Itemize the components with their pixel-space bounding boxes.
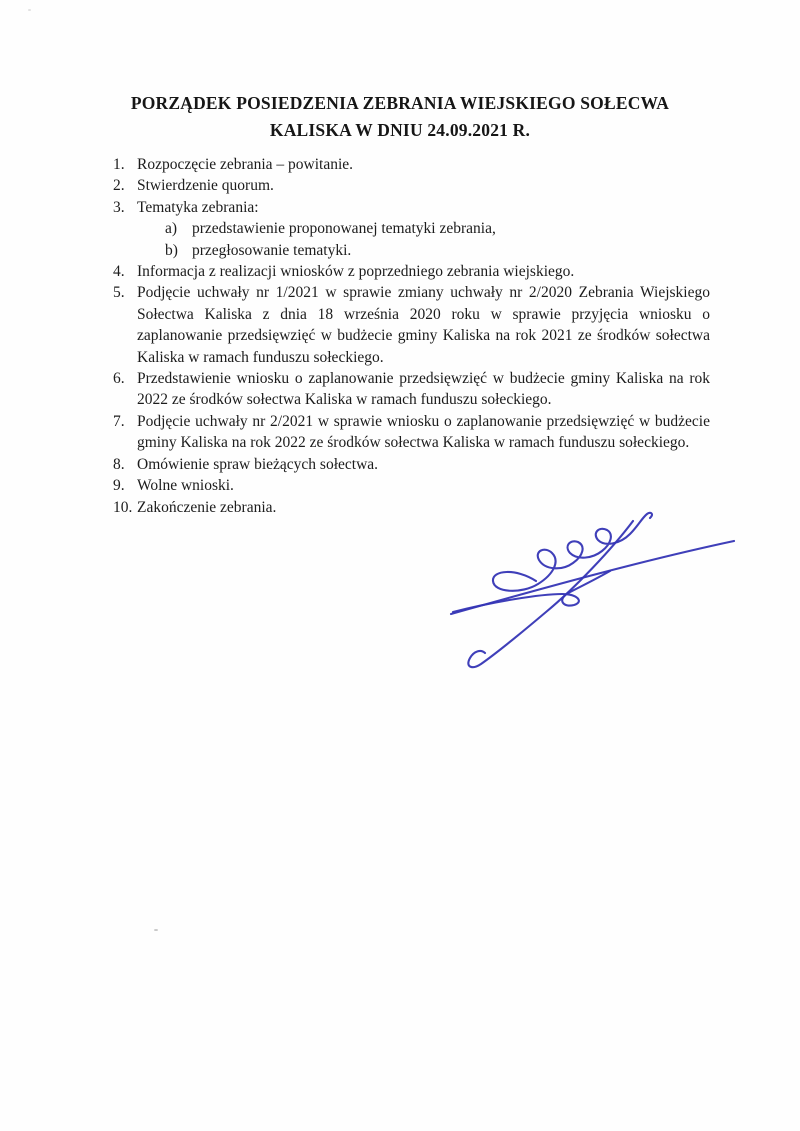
agenda-item-line [113, 282, 710, 368]
scan-speck [28, 9, 31, 11]
agenda-item-line [113, 154, 710, 175]
agenda-item [113, 454, 710, 475]
agenda-item [113, 368, 710, 411]
title-line-1: PORZĄDEK POSIEDZENIA ZEBRANIA WIEJSKIEGO SOŁECWA [130, 93, 670, 113]
agenda-item [113, 411, 710, 454]
agenda-item [113, 175, 710, 196]
agenda-item [113, 282, 710, 368]
agenda-item-text: Rozpoczęcie zebrania – powitanie. [137, 156, 354, 173]
agenda-item-number: 10. [113, 498, 133, 516]
agenda-list [113, 154, 710, 518]
agenda-item [113, 261, 710, 282]
agenda-item-text: Wolne wnioski. [137, 477, 234, 495]
agenda-item-line [113, 475, 710, 496]
agenda-item-line [113, 368, 710, 411]
agenda-item-text: Zakończenie zebrania. [137, 498, 277, 516]
agenda-item-number: 5. [113, 284, 125, 302]
agenda-item-line [113, 261, 710, 282]
agenda-subitem-letter: b) [165, 241, 178, 259]
agenda-item [113, 475, 710, 496]
agenda-item-number: 4. [113, 263, 125, 281]
agenda-subitem-text: przedstawienie proponowanej tematyki zebrania, [192, 220, 496, 238]
agenda-item-text: Podjęcie uchwały nr 2/2021 w sprawie wniosku o zaplanowanie przedsięwzięć w budżecie gminy Kaliska na rok 2022 ze środków sołectwa Kaliska w ramach funduszu sołeckiego. [137, 412, 710, 452]
title-line-2: KALISKA W DNIU 24.09.2021 R. [269, 120, 531, 140]
agenda-item-text: Stwierdzenie quorum. [137, 177, 274, 195]
agenda-item [113, 154, 710, 175]
agenda-sublist [165, 218, 710, 261]
agenda-item-line [113, 175, 710, 196]
agenda-item-line [113, 411, 710, 454]
agenda-item-text: Informacja z realizacji wniosków z poprzedniego zebrania wiejskiego. [137, 263, 575, 281]
agenda-item-number: 7. [113, 412, 125, 430]
agenda-item-text: Tematyka zebrania: [137, 198, 259, 216]
scan-speck [154, 929, 158, 931]
agenda-item-number: 8. [113, 455, 125, 473]
agenda-item-number: 6. [113, 370, 125, 388]
signature-stroke [493, 513, 652, 591]
document-title [0, 90, 800, 144]
agenda-item-text: Podjęcie uchwały nr 1/2021 w sprawie zmiany uchwały nr 2/2020 Zebrania Wiejskiego Sołectwa Kaliska z dnia 18 września 2020 roku w sprawie przyjęcia wniosku o zaplanowanie przedsięwzięć w budżecie gminy Kaliska na rok 2021 ze środków sołectwa Kaliska w ramach funduszu sołeckiego. [137, 284, 710, 366]
agenda-item-text: Omówienie spraw bieżących sołectwa. [137, 455, 379, 473]
agenda-item [113, 197, 710, 261]
agenda-subitem [165, 218, 710, 239]
agenda-item-line [113, 197, 710, 218]
agenda-item-text: Przedstawienie wniosku o zaplanowanie przedsięwzięć w budżecie gminy Kaliska na rok 2022 ze środków sołectwa Kaliska w ramach funduszu sołeckiego. [137, 370, 710, 409]
agenda-subitem [165, 240, 710, 261]
agenda-item-number: 2. [113, 177, 125, 195]
agenda-item-number: 3. [113, 198, 125, 216]
agenda-subitem-text: przegłosowanie tematyki. [192, 241, 352, 259]
agenda-item-line [113, 454, 710, 475]
agenda-item-number: 9. [113, 477, 125, 495]
agenda-item-number: 1. [113, 156, 125, 173]
agenda-subitem-letter: a) [165, 220, 178, 238]
handwritten-signature [440, 498, 750, 683]
